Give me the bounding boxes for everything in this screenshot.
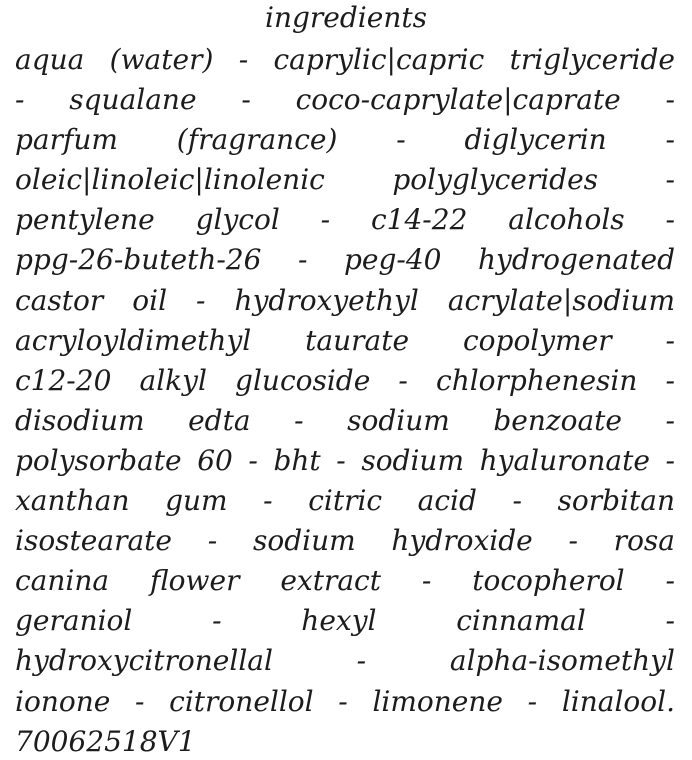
ingredient-line: geraniol - hexyl cinnamal - bbox=[15, 604, 675, 638]
ingredient-line: xanthan gum - citric acid - sorbitan bbox=[15, 484, 675, 518]
ingredient-line: disodium edta - sodium benzoate - bbox=[15, 403, 675, 437]
ingredient-line: canina flower extract - tocopherol - bbox=[15, 564, 675, 598]
ingredient-line: parfum (fragrance) - diglycerin - bbox=[15, 123, 675, 157]
ingredient-line: isostearate - sodium hydroxide - rosa bbox=[15, 524, 675, 558]
ingredient-line: aqua (water) - caprylic|capric triglyceride bbox=[15, 43, 675, 76]
ingredient-line: castor oil - hydroxyethyl acrylate|sodium bbox=[15, 283, 675, 317]
ingredient-line: oleic|linoleic|linolenic polyglycerides - bbox=[15, 163, 675, 197]
ingredient-line: hydroxycitronellal - alpha-isomethyl bbox=[15, 644, 675, 678]
ingredient-line: polysorbate 60 - bht - sodium hyaluronate - bbox=[15, 443, 675, 477]
ingredient-line: ppg-26-buteth-26 - peg-40 hydrogenated bbox=[15, 243, 675, 277]
ingredient-line: pentylene glycol - c14-22 alcohols - bbox=[15, 203, 675, 237]
ingredient-line: - squalane - coco-caprylate|caprate - bbox=[15, 83, 675, 117]
ingredient-line: ionone - citronellol - limonene - linalool. bbox=[15, 684, 675, 718]
ingredient-line: acryloyldimethyl taurate copolymer - bbox=[15, 323, 675, 357]
batch-code: 70062518V1 bbox=[15, 724, 196, 758]
ingredients-text bbox=[15, 40, 675, 760]
ingredients-heading: ingredients bbox=[265, 1, 427, 34]
ingredient-line: c12-20 alkyl glucoside - chlorphenesin - bbox=[15, 363, 675, 397]
